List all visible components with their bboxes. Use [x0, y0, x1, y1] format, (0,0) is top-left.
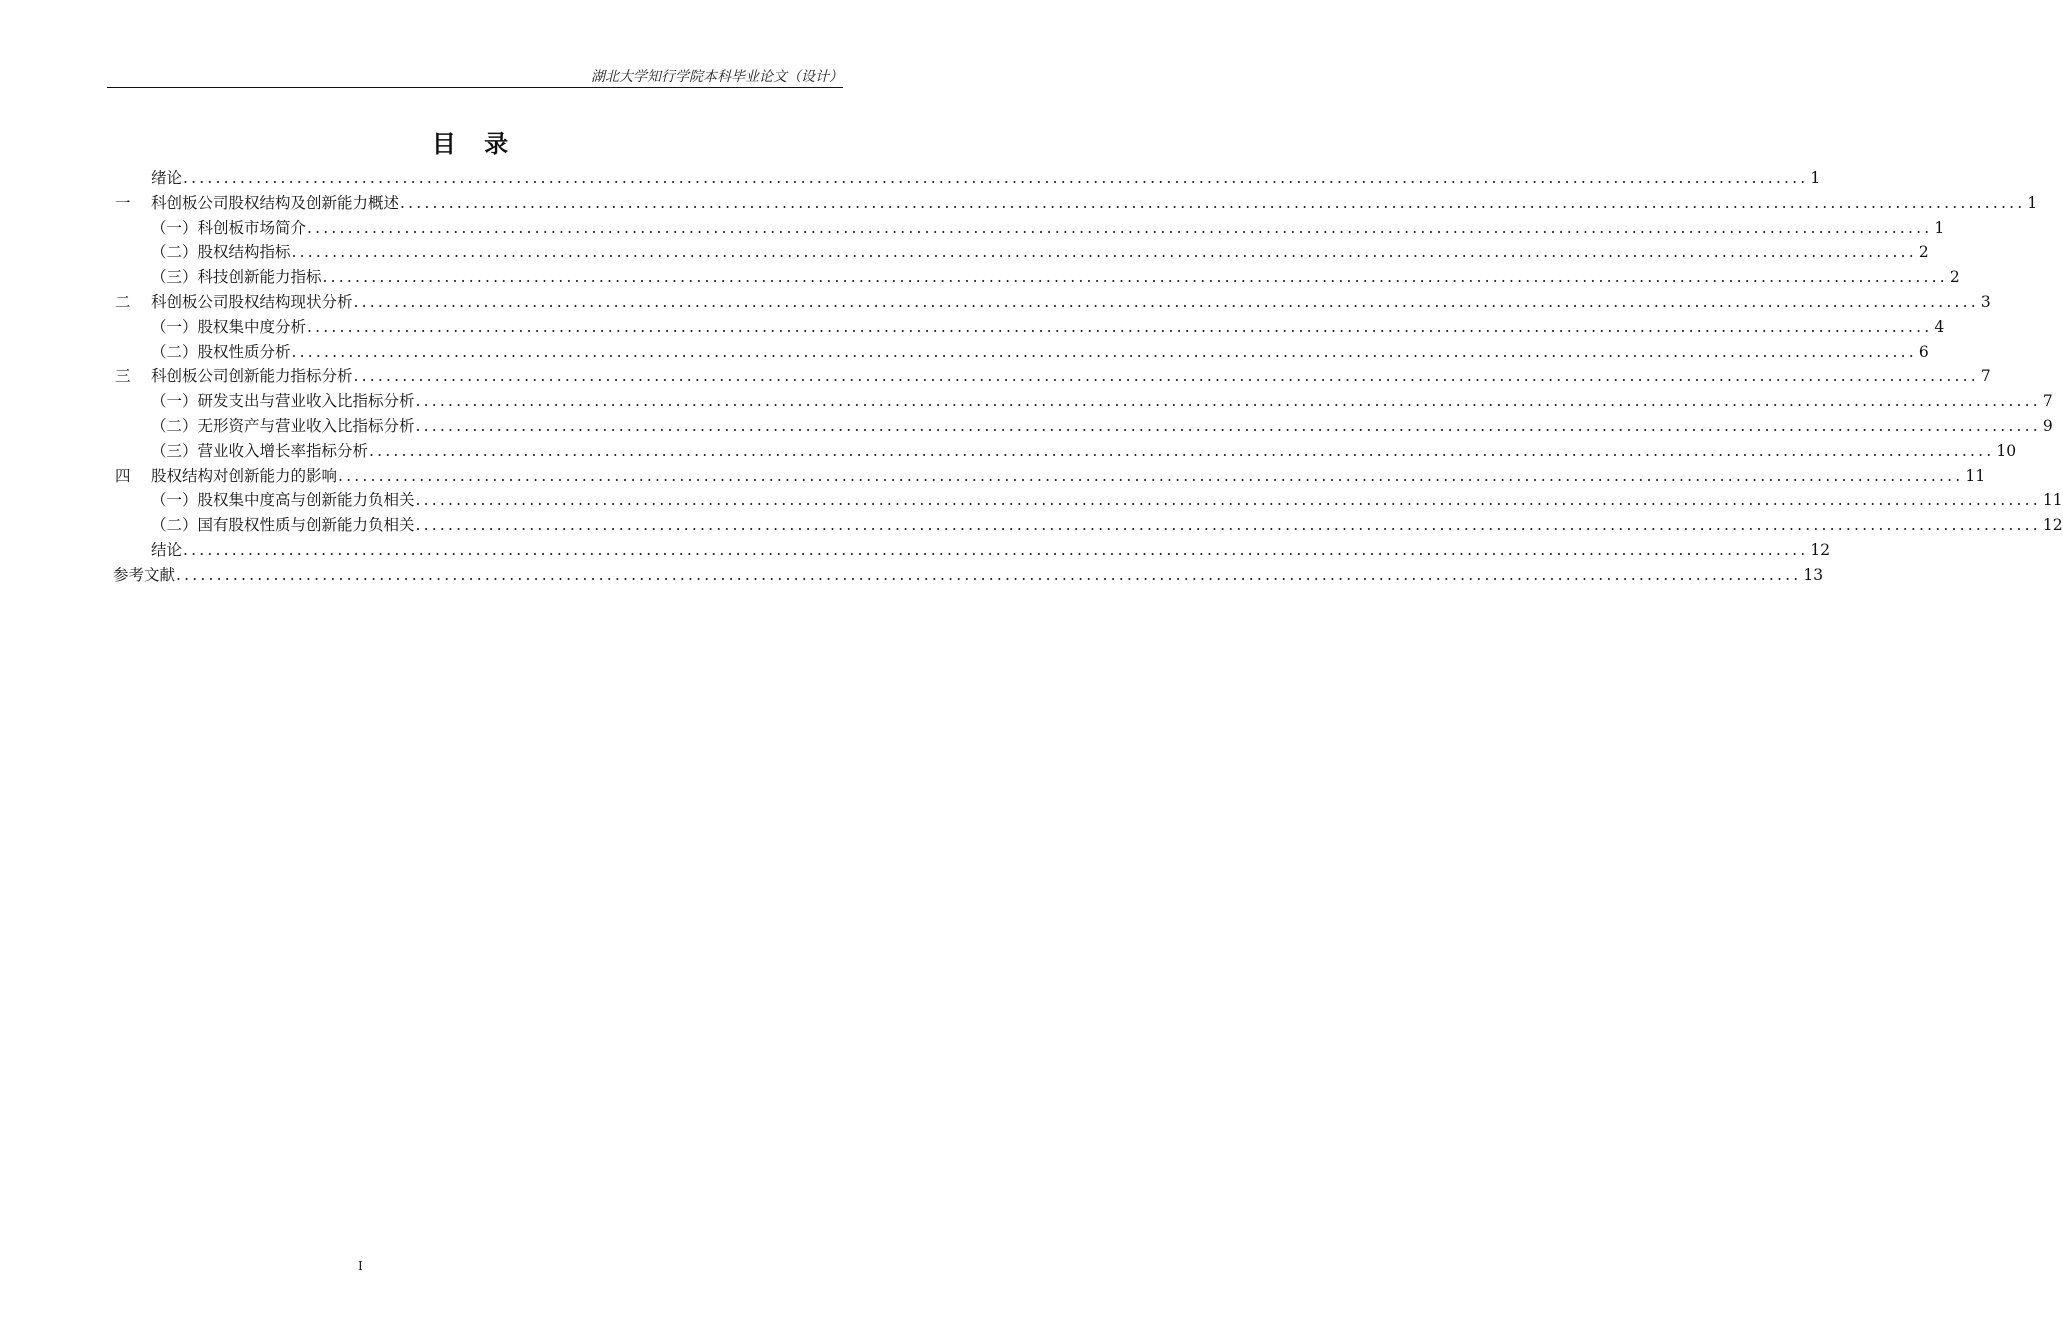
table-of-contents — [113, 166, 2063, 588]
toc-dot-leader: ........................................................................................................................................................................................................ — [415, 516, 2041, 535]
toc-entry[interactable] — [151, 414, 2053, 439]
toc-dot-leader: ........................................................................................................................................................................................................ — [338, 466, 1964, 485]
toc-entry-label: 科创板公司股权结构现状分析 — [151, 292, 353, 311]
toc-entry-label: （一）科创板市场简介 — [151, 218, 307, 237]
toc-entry[interactable] — [151, 513, 2063, 538]
toc-row — [113, 364, 1991, 389]
toc-dot-leader: ........................................................................................................................................................................................................ — [307, 218, 1933, 237]
toc-page-number: 9 — [2042, 416, 2053, 435]
toc-row — [113, 389, 2053, 414]
toc-dot-leader: ........................................................................................................................................................................................................ — [415, 491, 2041, 510]
toc-row — [113, 488, 2063, 513]
toc-section-number: 四 — [115, 466, 131, 485]
toc-row — [113, 414, 2053, 439]
toc-entry-label: （三）科技创新能力指标 — [151, 268, 322, 287]
toc-entry[interactable] — [151, 439, 2017, 464]
toc-row — [113, 340, 1929, 365]
toc-entry[interactable] — [151, 265, 1960, 290]
toc-entry[interactable] — [151, 166, 1821, 191]
header-rule — [107, 87, 843, 88]
toc-row — [113, 563, 1824, 588]
toc-dot-leader: ........................................................................................................................................................................................................ — [369, 441, 1995, 460]
toc-page-number: 2 — [1918, 243, 1929, 262]
toc-row — [113, 240, 1929, 265]
toc-page-number: 11 — [1965, 466, 1986, 485]
toc-entry[interactable] — [113, 563, 1824, 588]
toc-page-number: 13 — [1803, 565, 1824, 584]
toc-dot-leader: ........................................................................................................................................................................................................ — [176, 565, 1802, 584]
toc-page-number: 12 — [2042, 516, 2063, 535]
toc-entry-label: （三）营业收入增长率指标分析 — [151, 441, 369, 460]
toc-dot-leader: ........................................................................................................................................................................................................ — [353, 292, 1979, 311]
toc-entry-label: 参考文献 — [113, 565, 176, 584]
toc-entry[interactable] — [151, 240, 1929, 265]
toc-page-number: 7 — [2042, 392, 2053, 411]
toc-row — [113, 439, 2017, 464]
toc-dot-leader: ........................................................................................................................................................................................................ — [400, 193, 2026, 212]
page-number: I — [358, 1259, 363, 1273]
toc-page-number: 1 — [1810, 169, 1821, 187]
toc-entry-label: 结论 — [151, 540, 183, 559]
toc-entry-label: （二）股权性质分析 — [151, 342, 291, 361]
toc-dot-leader: ........................................................................................................................................................................................................ — [415, 416, 2041, 435]
toc-entry[interactable] — [151, 488, 2063, 513]
toc-row — [113, 464, 1986, 489]
toc-row — [113, 538, 1831, 563]
toc-dot-leader: ........................................................................................................................................................................................................ — [291, 342, 1917, 361]
toc-title: 目 录 — [431, 130, 519, 158]
toc-entry[interactable] — [151, 464, 1986, 489]
toc-row — [113, 216, 1945, 241]
toc-page-number: 1 — [2027, 193, 2038, 212]
toc-section-number: 二 — [115, 292, 131, 311]
running-header: 湖北大学知行学院本科毕业论文（设计） — [591, 69, 843, 85]
toc-row — [113, 513, 2063, 538]
toc-row — [113, 315, 1945, 340]
toc-page-number: 12 — [1810, 540, 1831, 559]
toc-page-number: 10 — [1996, 441, 2017, 460]
toc-entry[interactable] — [151, 191, 2038, 216]
toc-page-number: 4 — [1934, 317, 1945, 336]
toc-page-number: 6 — [1918, 342, 1929, 361]
toc-dot-leader: ........................................................................................................................................................................................................ — [322, 268, 1948, 287]
toc-entry-label: 股权结构对创新能力的影响 — [151, 466, 338, 485]
toc-entry[interactable] — [151, 538, 1831, 563]
toc-page-number: 7 — [1980, 367, 1991, 386]
toc-entry[interactable] — [151, 340, 1929, 365]
toc-dot-leader: ........................................................................................................................................................................................................ — [353, 367, 1979, 386]
toc-page-number: 3 — [1980, 292, 1991, 311]
toc-entry-label: 绪论 — [151, 169, 183, 187]
toc-entry-label: （二）股权结构指标 — [151, 243, 291, 262]
toc-row — [113, 290, 1991, 315]
toc-dot-leader: ........................................................................................................................................................................................................ — [415, 392, 2041, 411]
toc-entry-label: （一）股权集中度分析 — [151, 317, 307, 336]
toc-dot-leader: ........................................................................................................................................................................................................ — [307, 317, 1933, 336]
toc-entry[interactable] — [151, 290, 1991, 315]
toc-dot-leader: ........................................................................................................................................................................................................ — [183, 540, 1809, 559]
toc-page-number: 11 — [2042, 491, 2063, 510]
toc-entry-label: （二）国有股权性质与创新能力负相关 — [151, 516, 415, 535]
toc-entry[interactable] — [151, 389, 2053, 414]
toc-entry-label: （一）研发支出与营业收入比指标分析 — [151, 392, 415, 411]
toc-dot-leader: ........................................................................................................................................................................................................ — [183, 169, 1809, 187]
toc-section-number: 一 — [115, 193, 131, 212]
toc-page-number: 1 — [1934, 218, 1945, 237]
toc-entry-label: 科创板公司创新能力指标分析 — [151, 367, 353, 386]
toc-section-number: 三 — [115, 367, 131, 386]
toc-entry[interactable] — [151, 364, 1991, 389]
toc-entry-label: （一）股权集中度高与创新能力负相关 — [151, 491, 415, 510]
toc-row — [113, 166, 1821, 191]
toc-entry-label: 科创板公司股权结构及创新能力概述 — [151, 193, 400, 212]
toc-entry-label: （二）无形资产与营业收入比指标分析 — [151, 416, 415, 435]
toc-row — [113, 191, 2038, 216]
toc-row — [113, 265, 1960, 290]
toc-entry[interactable] — [151, 216, 1945, 241]
toc-page-number: 2 — [1949, 268, 1960, 287]
toc-dot-leader: ........................................................................................................................................................................................................ — [291, 243, 1917, 262]
toc-entry[interactable] — [151, 315, 1945, 340]
